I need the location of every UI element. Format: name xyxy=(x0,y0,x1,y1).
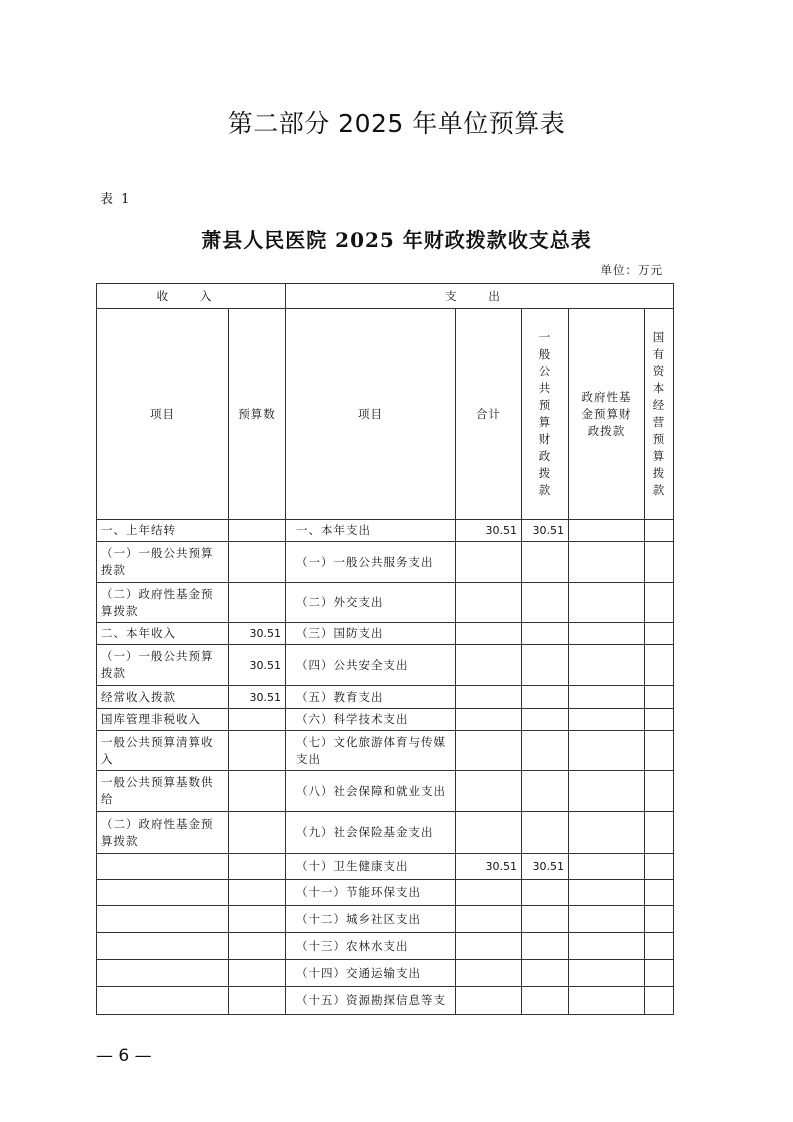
state-capital-cell xyxy=(645,520,674,542)
gov-fund-cell xyxy=(569,987,645,1015)
total-cell xyxy=(456,987,522,1015)
state-capital-cell xyxy=(645,623,674,645)
table-row xyxy=(97,771,674,812)
income-budget-header: 预算数 xyxy=(229,309,286,520)
general-public-header: 一般公共预算财政拨款 xyxy=(522,309,569,520)
unit-label: 单位：万元 xyxy=(600,263,663,277)
total-cell xyxy=(456,623,522,645)
income-budget-cell xyxy=(229,906,286,933)
general-public-cell xyxy=(522,731,569,771)
table-title: 萧县人民医院 2025 年财政拨款收支总表 xyxy=(201,228,592,252)
total-cell xyxy=(456,880,522,906)
gov-fund-cell xyxy=(569,623,645,645)
total-cell xyxy=(456,583,522,623)
table-row xyxy=(97,933,674,960)
general-public-cell xyxy=(522,933,569,960)
total-cell xyxy=(456,960,522,987)
state-capital-cell xyxy=(645,880,674,906)
expense-item-cell: （十三）农林水支出 xyxy=(286,933,456,960)
expense-item-cell: （四）公共安全支出 xyxy=(286,645,456,686)
gov-fund-cell xyxy=(569,645,645,686)
state-capital-cell xyxy=(645,906,674,933)
expense-item-cell: （一）一般公共服务支出 xyxy=(286,542,456,583)
total-cell xyxy=(456,812,522,854)
gov-fund-cell xyxy=(569,542,645,583)
general-public-cell xyxy=(522,906,569,933)
income-item-cell xyxy=(97,933,229,960)
general-public-cell xyxy=(522,960,569,987)
expense-item-cell: （九）社会保险基金支出 xyxy=(286,812,456,854)
state-capital-cell xyxy=(645,854,674,880)
income-group-header: 收 入 xyxy=(97,284,286,309)
income-item-cell: （二）政府性基金预算拨款 xyxy=(97,583,229,623)
income-budget-cell: 30.51 xyxy=(229,645,286,686)
expense-group-header: 支 出 xyxy=(286,284,674,309)
header-row-groups xyxy=(97,284,674,309)
income-budget-cell xyxy=(229,583,286,623)
income-item-cell xyxy=(97,880,229,906)
expense-item-cell: （十一）节能环保支出 xyxy=(286,880,456,906)
header-row-columns xyxy=(97,309,674,520)
gov-fund-header: 政府性基金预算财政拨款 xyxy=(569,309,645,520)
general-public-cell xyxy=(522,583,569,623)
income-item-cell: （一）一般公共预算拨款 xyxy=(97,542,229,583)
income-budget-cell: 30.51 xyxy=(229,686,286,709)
expense-item-cell: （五）教育支出 xyxy=(286,686,456,709)
table-row xyxy=(97,542,674,583)
state-capital-cell xyxy=(645,542,674,583)
table-row xyxy=(97,812,674,854)
income-item-cell xyxy=(97,906,229,933)
state-capital-cell xyxy=(645,960,674,987)
total-cell xyxy=(456,645,522,686)
table-body xyxy=(97,520,674,1015)
table-row xyxy=(97,686,674,709)
table-row xyxy=(97,987,674,1015)
income-budget-cell xyxy=(229,771,286,812)
gov-fund-cell xyxy=(569,583,645,623)
income-budget-cell: 30.51 xyxy=(229,623,286,645)
expense-item-cell: （十四）交通运输支出 xyxy=(286,960,456,987)
gov-fund-cell xyxy=(569,906,645,933)
total-cell xyxy=(456,771,522,812)
total-cell xyxy=(456,906,522,933)
table-row xyxy=(97,731,674,771)
total-cell xyxy=(456,731,522,771)
income-budget-cell xyxy=(229,854,286,880)
income-item-cell: 二、本年收入 xyxy=(97,623,229,645)
income-item-cell xyxy=(97,987,229,1015)
gov-fund-cell xyxy=(569,880,645,906)
income-item-cell: （二）政府性基金预算拨款 xyxy=(97,812,229,854)
income-item-cell: 经常收入拨款 xyxy=(97,686,229,709)
income-budget-cell xyxy=(229,880,286,906)
total-cell: 30.51 xyxy=(456,520,522,542)
state-capital-cell xyxy=(645,771,674,812)
income-item-cell: 一般公共预算清算收入 xyxy=(97,731,229,771)
general-public-cell: 30.51 xyxy=(522,520,569,542)
expense-item-header: 项目 xyxy=(286,309,456,520)
budget-table xyxy=(96,283,674,1015)
table-row xyxy=(97,854,674,880)
table-row xyxy=(97,520,674,542)
income-item-cell xyxy=(97,960,229,987)
income-budget-cell xyxy=(229,960,286,987)
income-budget-cell xyxy=(229,542,286,583)
gov-fund-cell xyxy=(569,854,645,880)
table-row xyxy=(97,645,674,686)
table-row xyxy=(97,880,674,906)
total-header: 合计 xyxy=(456,309,522,520)
total-cell xyxy=(456,686,522,709)
table-row xyxy=(97,623,674,645)
income-budget-cell xyxy=(229,520,286,542)
general-public-cell xyxy=(522,771,569,812)
expense-item-cell: （八）社会保障和就业支出 xyxy=(286,771,456,812)
expense-item-cell: （十五）资源勘探信息等支 xyxy=(286,987,456,1015)
state-capital-cell xyxy=(645,709,674,731)
total-cell xyxy=(456,933,522,960)
income-budget-cell xyxy=(229,709,286,731)
state-capital-cell xyxy=(645,812,674,854)
gov-fund-cell xyxy=(569,520,645,542)
general-public-cell xyxy=(522,542,569,583)
part-title: 第二部分 2025 年单位预算表 xyxy=(227,109,566,138)
gov-fund-cell xyxy=(569,771,645,812)
state-capital-cell xyxy=(645,645,674,686)
income-item-cell xyxy=(97,854,229,880)
state-capital-cell xyxy=(645,731,674,771)
expense-item-cell: （二）外交支出 xyxy=(286,583,456,623)
gov-fund-cell xyxy=(569,686,645,709)
general-public-cell xyxy=(522,812,569,854)
gov-fund-cell xyxy=(569,812,645,854)
expense-item-cell: （七）文化旅游体育与传媒支出 xyxy=(286,731,456,771)
table-row xyxy=(97,709,674,731)
income-item-cell: （一）一般公共预算拨款 xyxy=(97,645,229,686)
income-budget-cell xyxy=(229,987,286,1015)
total-cell: 30.51 xyxy=(456,854,522,880)
state-capital-cell xyxy=(645,583,674,623)
general-public-cell xyxy=(522,709,569,731)
income-budget-cell xyxy=(229,731,286,771)
income-item-cell: 国库管理非税收入 xyxy=(97,709,229,731)
general-public-cell xyxy=(522,880,569,906)
general-public-cell xyxy=(522,987,569,1015)
state-capital-cell xyxy=(645,987,674,1015)
expense-item-cell: （六）科学技术支出 xyxy=(286,709,456,731)
income-item-cell: 一、上年结转 xyxy=(97,520,229,542)
expense-item-cell: （十二）城乡社区支出 xyxy=(286,906,456,933)
gov-fund-cell xyxy=(569,731,645,771)
expense-item-cell: （十）卫生健康支出 xyxy=(286,854,456,880)
expense-item-cell: 一、本年支出 xyxy=(286,520,456,542)
state-capital-header: 国有资本经营预算拨款 xyxy=(645,309,674,520)
gov-fund-cell xyxy=(569,960,645,987)
income-budget-cell xyxy=(229,933,286,960)
income-item-header: 项目 xyxy=(97,309,229,520)
page-number: — 6 — xyxy=(96,1046,152,1066)
general-public-cell xyxy=(522,686,569,709)
gov-fund-cell xyxy=(569,933,645,960)
general-public-cell: 30.51 xyxy=(522,854,569,880)
gov-fund-cell xyxy=(569,709,645,731)
general-public-cell xyxy=(522,623,569,645)
table-row xyxy=(97,906,674,933)
table-row xyxy=(97,960,674,987)
income-item-cell: 一般公共预算基数供给 xyxy=(97,771,229,812)
expense-item-cell: （三）国防支出 xyxy=(286,623,456,645)
table-number: 表 1 xyxy=(100,192,132,207)
table-row xyxy=(97,583,674,623)
income-budget-cell xyxy=(229,812,286,854)
total-cell xyxy=(456,542,522,583)
state-capital-cell xyxy=(645,933,674,960)
state-capital-cell xyxy=(645,686,674,709)
general-public-cell xyxy=(522,645,569,686)
total-cell xyxy=(456,709,522,731)
